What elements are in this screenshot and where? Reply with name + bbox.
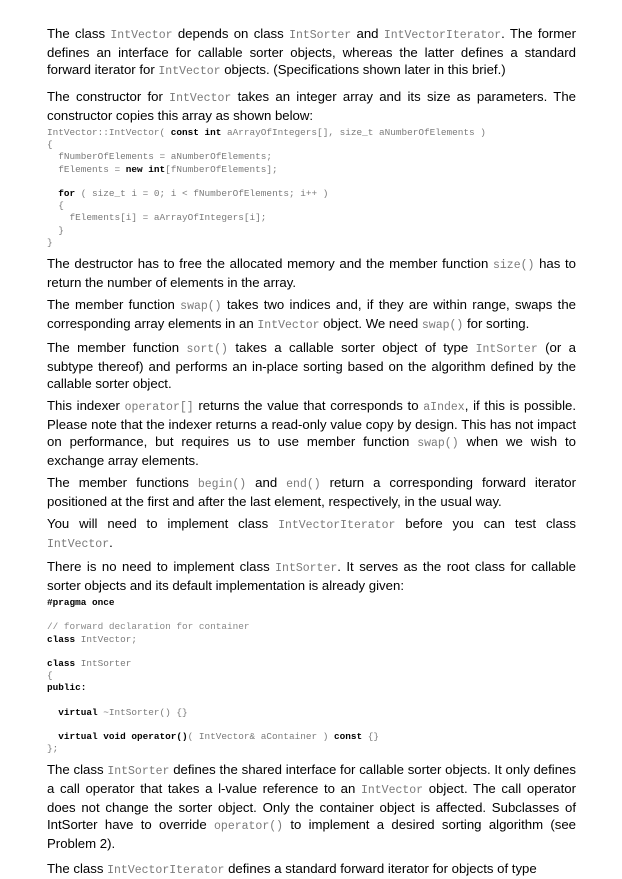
paragraph-sort: The member function sort() takes a callable sorter object of type IntSorter (or a subtype thereof) and performs an in-place sorting based on the algorithm defined by the callable sorter object. — [47, 340, 577, 392]
code-block-constructor: IntVector::IntVector( const int aArrayOfIntegers[], size_t aNumberOfElements ) { fNumberOfElements = aNumberOfElements; fElements = new int[fNumberOfElements]; for ( size_t i = 0; i < fNumberOfElements; i++ ) { fElements[i] = aArrayOfIntegers[i]; } } — [47, 127, 486, 248]
paragraph-iterator-needed: You will need to implement class IntVectorIterator before you can test class IntVector. — [47, 516, 577, 552]
paragraph-constructor: The constructor for IntVector takes an integer array and its size as parameters. The constructor copies this array as shown below: — [47, 89, 576, 123]
paragraph-indexer: This indexer operator[] returns the value that corresponds to aIndex, if this is possible. Please note that the indexer returns a read-only value copy by design. This has not impact on performance, but requires us to use member function swap() when we wish to exchange array elements. — [47, 398, 576, 469]
paragraph-swap: The member function swap() takes two indices and, if they are within range, swaps the corresponding array elements in an IntVector object. We need swap() for sorting. — [47, 297, 576, 333]
paragraph-intsorter-interface: The class IntSorter defines the shared interface for callable sorter objects. It only defines a call operator that takes a l-value reference to an IntVector object. The call operator does not change the sorter object. Only the container object is affected. Subclasses of IntSorter have to override operator() to implement a desired sorting algorithm (see Problem 2). — [47, 761, 577, 851]
code-block-intsorter: #pragma once // forward declaration for container class IntVector; class IntSorter { public: virtual ~IntSorter() {} virtual void operator()( IntVector& aContainer ) const {} }; — [47, 597, 379, 755]
paragraph-iterator-class: The class IntVectorIterator defines a standard forward iterator for objects of type — [47, 860, 537, 877]
paragraph-destructor: The destructor has to free the allocated memory and the member function size() has to return the number of elements in the array. — [47, 256, 576, 291]
document-page — [47, 25, 576, 879]
paragraph-intsorter: There is no need to implement class IntSorter. It serves as the root class for callable sorter objects and its default implementation is already given: — [47, 559, 576, 594]
paragraph-begin-end: The member functions begin() and end() return a corresponding forward iterator positioned at the first and after the last element, respectively, in the usual way. — [47, 475, 576, 510]
paragraph-dependencies: The class IntVector depends on class IntSorter and IntVectorIterator. The former defines an interface for callable sorter objects, whereas the latter defines a standard forward iterator for IntVector objects. (Specifications shown later in this brief.) — [47, 26, 576, 78]
